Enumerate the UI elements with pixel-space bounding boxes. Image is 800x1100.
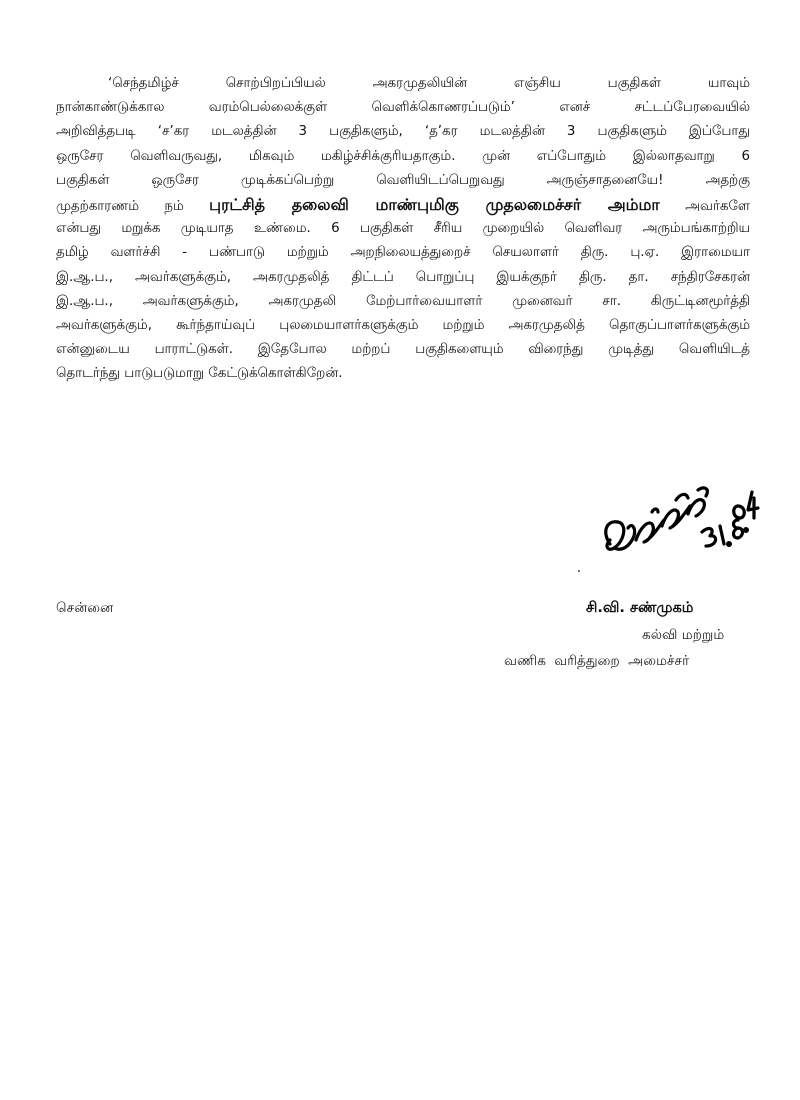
line-text: ஒருசேர வெளிவருவது, மிகவும் மகிழ்ச்சிக்குரியதாகும். முன் எப்போதும் இல்லாதவாறு 6 xyxy=(56,148,750,164)
paragraph-line xyxy=(56,362,750,386)
line-text: என்பது மறுக்க முடியாத உண்மை. 6 பகுதிகள் சீரிய முறையில் வெளிவர அரும்பங்காற்றிய xyxy=(56,221,750,237)
paragraph-line xyxy=(56,314,750,338)
paragraph-line xyxy=(56,72,750,96)
line-text: அறிவித்தபடி ‘ச’கர மடலத்தின் 3 பகுதிகளும், ‘த’கர மடலத்தின் 3 பகுதிகளும் இப்போது xyxy=(56,124,750,140)
line-text: தொடர்ந்து பாடுபடுமாறு கேட்டுக்கொள்கிறேன். xyxy=(56,366,343,382)
signatory-role-line-2: வணிக வரித்துறை அமைச்சர் xyxy=(504,653,690,669)
line-text: பகுதிகள் ஒருசேர முடிக்கப்பெற்று வெளியிடப்பெறுவது அருஞ்சாதனையே! அதற்கு xyxy=(56,172,750,188)
paragraph-line xyxy=(56,145,750,169)
emphasized-honorific: புரட்சித் தலைவி மாண்புமிகு முதலமைச்சர் அம்மா xyxy=(209,194,660,214)
paragraph-line xyxy=(56,266,750,290)
line-text: இ.ஆ.ப., அவர்களுக்கும், அகரமுதலி மேற்பார்வையாளர் முனைவர் சா. கிருட்டினமூர்த்தி xyxy=(56,293,750,309)
handwritten-signature-icon xyxy=(592,462,762,582)
paragraph-line xyxy=(56,193,750,217)
paragraph-line xyxy=(56,96,750,120)
paragraph-line xyxy=(56,338,750,362)
line-text: அவர்களுக்கும், கூர்ந்தாய்வுப் புலமையாளர்களுக்கும் மற்றும் அகரமுதலித் தொகுப்பாளர்களுக்கும் xyxy=(56,317,750,333)
line-text: இ.ஆ.ப., அவர்களுக்கும், அகரமுதலித் திட்டப் பொறுப்பு இயக்குநர் திரு. தா. சந்திரசேகரன் xyxy=(56,269,750,285)
place-name: சென்னை xyxy=(56,600,114,616)
line-text: என்னுடைய பாராட்டுகள். இதேபோல மற்றப் பகுதிகளையும் விரைந்து முடித்து வெளியிடத் xyxy=(56,342,750,358)
paragraph-line xyxy=(56,169,750,193)
paper-speck xyxy=(578,570,580,572)
signatory-name: சி.வி. சண்முகம் xyxy=(586,600,694,616)
line-text: ‘செந்தமிழ்ச் சொற்பிறப்பியல் அகரமுதலியின் எஞ்சிய பகுதிகள் யாவும் xyxy=(108,76,750,91)
paragraph-line xyxy=(56,217,750,241)
paragraph-line xyxy=(56,241,750,265)
line-text: முதற்காரணம் நம் xyxy=(56,198,210,214)
line-text: தமிழ் வளர்ச்சி - பண்பாடு மற்றும் அறநிலையத்துறைச் செயலாளர் திரு. பு.ஏ. இராமையா xyxy=(56,245,750,261)
line-text: நான்காண்டுக்கால வரம்பெல்லைக்குள் வெளிக்கொணரப்படும்’ எனச் சட்டப்பேரவையில் xyxy=(56,100,750,116)
letter-body xyxy=(56,72,750,386)
paragraph-line xyxy=(56,290,750,314)
signatory-role-line-1: கல்வி மற்றும் xyxy=(642,627,725,643)
paragraph-line xyxy=(56,120,750,144)
line-text: அவர்களே xyxy=(659,198,750,214)
signature-drawing xyxy=(592,462,762,582)
